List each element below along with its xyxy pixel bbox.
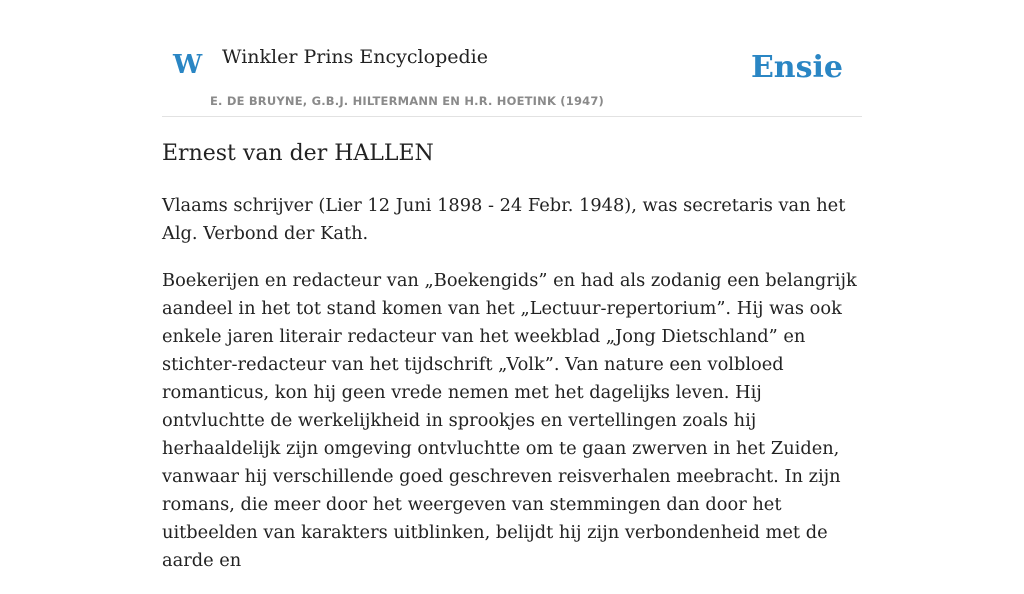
article-paragraph-2: Boekerijen en redacteur van „Boekengids” en had als zodanig een belangrijk aandeel in het tot stand komen van het „Lectuur-repertorium”. Hij was ook enkele jaren literair redacteur van het weekblad „Jong Dietschland” en stichter-redacteur van het tijdschrift „Volk”. Van nature een volbloed romanticus, kon hij geen vrede nemen met het dagelijks leven. Hij ontvluchtte de werkelijkheid in sprookjes en vertellingen zoals hij herhaaldelijk zijn omgeving ontvluchtte om te gaan zwerven in het Zuiden, vanwaar hij verschillende goed geschreven reisverhalen meebracht. In zijn romans, die meer door het weergeven van stemmingen dan door het uitbeelden van karakters uitblinken, belijdt hij zijn verbondenheid met de aarde en	[162, 270, 857, 571]
article	[162, 138, 862, 594]
article-paragraph-1: Vlaams schrijver (Lier 12 Juni 1898 - 24 Febr. 1948), was secretaris van het Alg. Verbond der Kath.	[162, 195, 846, 244]
article-title: Ernest van der HALLEN	[162, 141, 434, 166]
encyclopedia-title[interactable]: Winkler Prins Encyclopedie	[222, 46, 488, 68]
encyclopedia-logo[interactable]: W	[173, 50, 203, 80]
encyclopedia-authors: E. DE BRUYNE, G.B.J. HILTERMANN EN H.R. HOETINK (1947)	[210, 94, 605, 108]
ensie-logo-link[interactable]: Ensie	[750, 50, 843, 85]
header	[162, 0, 862, 117]
